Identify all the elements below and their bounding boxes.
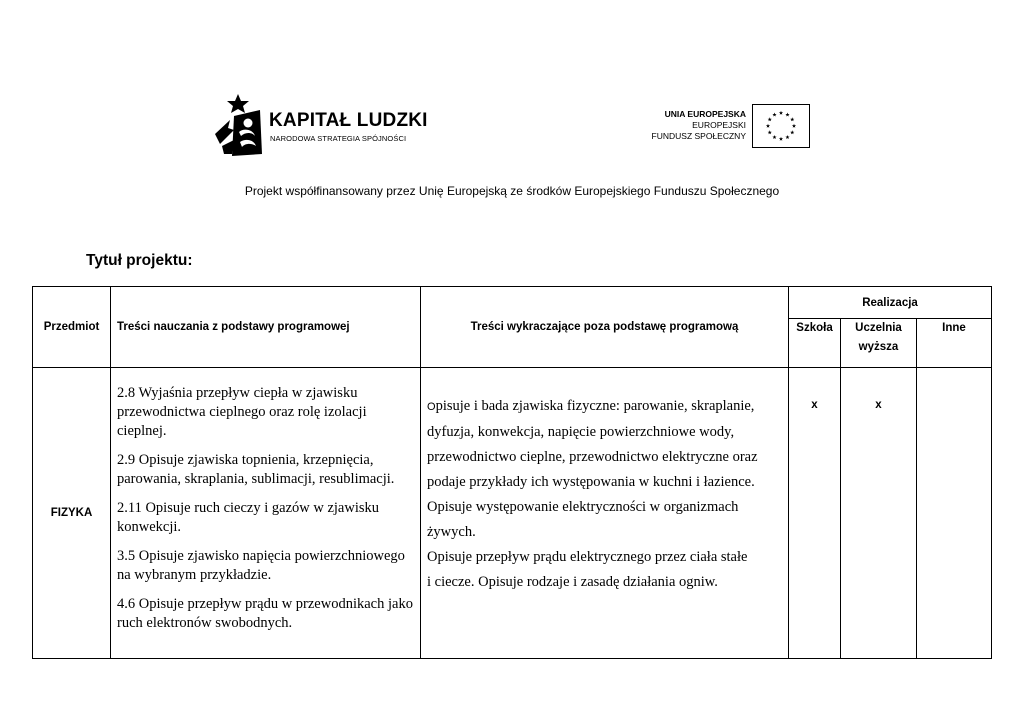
kapital-ludzki-emblem-icon <box>212 92 266 158</box>
extra-line: podaje przykłady ich występowania w kuchni i łazience. <box>427 474 755 490</box>
extra-line: i ciecze. Opisuje rodzaje i zasadę działania ogniw. <box>427 574 718 590</box>
inne-mark <box>917 368 992 659</box>
eu-logo-line2: EUROPEJSKI <box>692 120 746 130</box>
extra-line: dyfuzja, konwekcja, napięcie powierzchniowe wody, <box>427 424 735 440</box>
eu-logo-line3: FUNDUSZ SPOŁECZNY <box>651 131 746 141</box>
header-przedmiot: Przedmiot <box>33 287 111 368</box>
header-inne: Inne <box>917 319 992 368</box>
cofinance-note: Projekt współfinansowany przez Unię Europejską ze środków Europejskiego Funduszu Społecznego <box>244 184 780 198</box>
header-tresci-wykraczajace: Treści wykraczające poza podstawę programową <box>421 287 789 368</box>
eu-logo-line1: UNIA EUROPEJSKA <box>664 109 746 119</box>
eu-logo <box>640 104 812 148</box>
curriculum-table <box>32 286 992 659</box>
uczelnia-mark: x <box>841 368 917 659</box>
table-row <box>33 368 992 659</box>
header-uczelnia <box>841 319 917 368</box>
kapital-ludzki-logo <box>212 92 428 158</box>
extra-line: żywych. <box>427 524 476 540</box>
extra-first-letter: O <box>427 401 436 413</box>
extra-line: Opisuje przepływ prądu elektrycznego przez ciała stałe <box>427 549 748 565</box>
logo-title: KAPITAŁ LUDZKI <box>269 110 428 131</box>
header-uczelnia-line2: wyższa <box>858 341 899 353</box>
extra-content-cell <box>421 368 789 659</box>
core-item: 2.9 Opisuje zjawiska topnienia, krzepnięcia, parowania, skraplania, sublimacji, resublimacji. <box>117 452 395 487</box>
szkola-mark: x <box>789 368 841 659</box>
header-tresci-podstawy: Treści nauczania z podstawy programowej <box>111 287 421 368</box>
extra-line: przewodnictwo cieplne, przewodnictwo elektryczne oraz <box>427 449 758 465</box>
eu-flag-icon <box>752 104 810 148</box>
core-item: 4.6 Opisuje przepływ prądu w przewodnikach jako ruch elektronów swobodnych. <box>117 596 413 631</box>
core-item: 2.8 Wyjaśnia przepływ ciepła w zjawisku przewodnictwa cieplnego oraz rolę izolacji cieplnej. <box>117 385 367 439</box>
project-title-label: Tytuł projektu: <box>86 252 193 269</box>
header-szkola: Szkoła <box>789 319 841 368</box>
logo-subtitle: NARODOWA STRATEGIA SPÓJNOŚCI <box>270 134 407 143</box>
extra-line-text: pisuje i bada zjawiska fizyczne: parowanie, skraplanie, <box>435 398 755 414</box>
subject-cell: FIZYKA <box>33 368 111 659</box>
extra-line: Opisuje występowanie elektryczności w organizmach <box>427 499 739 515</box>
core-item: 3.5 Opisuje zjawisko napięcia powierzchniowego na wybranym przykładzie. <box>117 548 405 583</box>
eu-logo-text <box>652 109 746 142</box>
header-realizacja: Realizacja <box>789 287 992 319</box>
header-uczelnia-line1: Uczelnia <box>855 322 902 334</box>
core-content-cell <box>111 368 421 659</box>
extra-line <box>427 394 782 420</box>
core-item: 2.11 Opisuje ruch cieczy i gazów w zjawisku konwekcji. <box>117 500 379 535</box>
